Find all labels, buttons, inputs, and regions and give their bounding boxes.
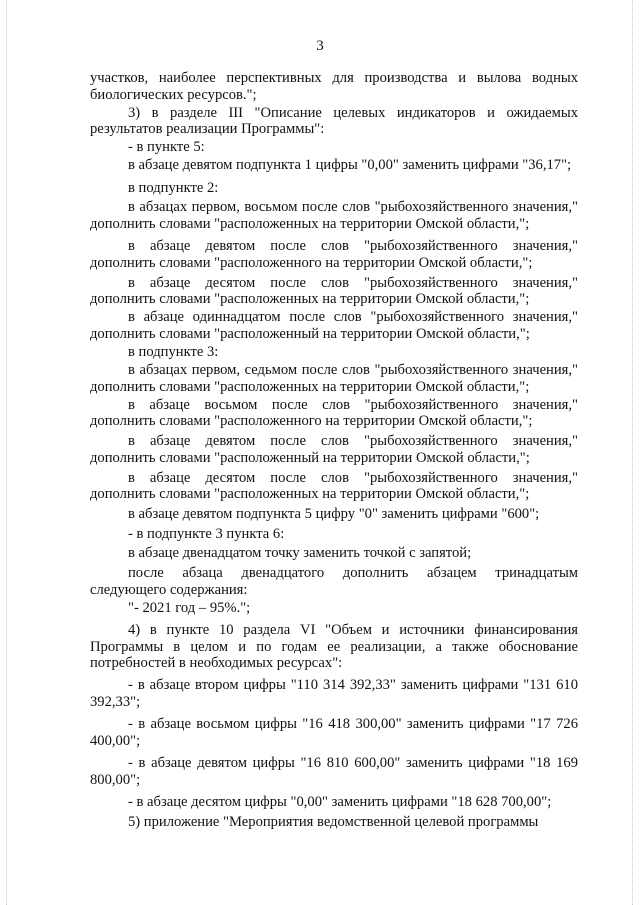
paragraph: - в подпункте 3 пункта 6: (128, 525, 285, 542)
paragraph: в подпункте 2: (128, 179, 219, 196)
paragraph: - в абзаце втором цифры "110 314 392,33" заменить цифрами "131 610 392,33"; (90, 677, 578, 711)
paragraph: - в абзаце десятом цифры "0,00" заменить цифрами "18 628 700,00"; (128, 793, 552, 810)
scan-edge-right (632, 0, 634, 905)
paragraph: в подпункте 3: (128, 343, 219, 360)
paragraph: 5) приложение "Мероприятия ведомственной целевой программы (128, 813, 539, 830)
paragraph: 3) в разделе III "Описание целевых индикаторов и ожидаемых результатов реализации Программы": (90, 104, 578, 138)
page-number: 3 (316, 38, 324, 54)
paragraph: 4) в пункте 10 раздела VI "Объем и источники финансирования Программы в целом и по годам ее реализации, а также обоснование потребностей в необходимых ресурсах": (90, 622, 578, 672)
paragraph: в абзаце восьмом после слов "рыбохозяйственного значения," дополнить словами "расположенного на территории Омской области,"; (90, 396, 578, 430)
paragraph: в абзаце десятом после слов "рыбохозяйственного значения," дополнить словами "расположенных на территории Омской области,"; (90, 274, 578, 308)
paragraph: в абзаце одиннадцатом после слов "рыбохозяйственного значения," дополнить словами "расположенный на территории Омской области,"; (90, 309, 578, 342)
paragraph: - в абзаце девятом цифры "16 810 600,00" заменить цифрами "18 169 800,00"; (90, 755, 578, 788)
paragraph: в абзаце девятом после слов "рыбохозяйственного значения," дополнить словами "расположенного на территории Омской области,"; (90, 238, 578, 271)
document-body (90, 70, 578, 830)
paragraph: "- 2021 год – 95%."; (128, 599, 251, 616)
paragraph: в абзаце десятом после слов "рыбохозяйственного значения," дополнить словами "расположенных на территории Омской области,"; (90, 469, 578, 503)
paragraph: в абзаце двенадцатом точку заменить точкой с запятой; (128, 545, 472, 562)
paragraph: в абзацах первом, восьмом после слов "рыбохозяйственного значения," дополнить словами "расположенных на территории Омской области,"; (90, 199, 578, 233)
paragraph: - в пункте 5: (128, 139, 205, 156)
paragraph: после абзаца двенадцатого дополнить абзацем тринадцатым следующего содержания: (90, 565, 578, 598)
paragraph: в абзацах первом, седьмом после слов "рыбохозяйственного значения," дополнить словами "расположенных на территории Омской области,"; (90, 362, 578, 395)
scan-edge-left (6, 0, 8, 905)
paragraph: - в абзаце восьмом цифры "16 418 300,00" заменить цифрами "17 726 400,00"; (90, 716, 578, 749)
paragraph: в абзаце девятом после слов "рыбохозяйственного значения," дополнить словами "расположенный на территории Омской области,"; (90, 433, 578, 466)
paragraph: в абзаце девятом подпункта 5 цифру "0" заменить цифрами "600"; (128, 505, 540, 522)
paragraph: в абзаце девятом подпункта 1 цифры "0,00" заменить цифрами "36,17"; (128, 157, 572, 174)
paragraph: участков, наиболее перспективных для производства и вылова водных биологических ресурсов."; (90, 70, 578, 103)
